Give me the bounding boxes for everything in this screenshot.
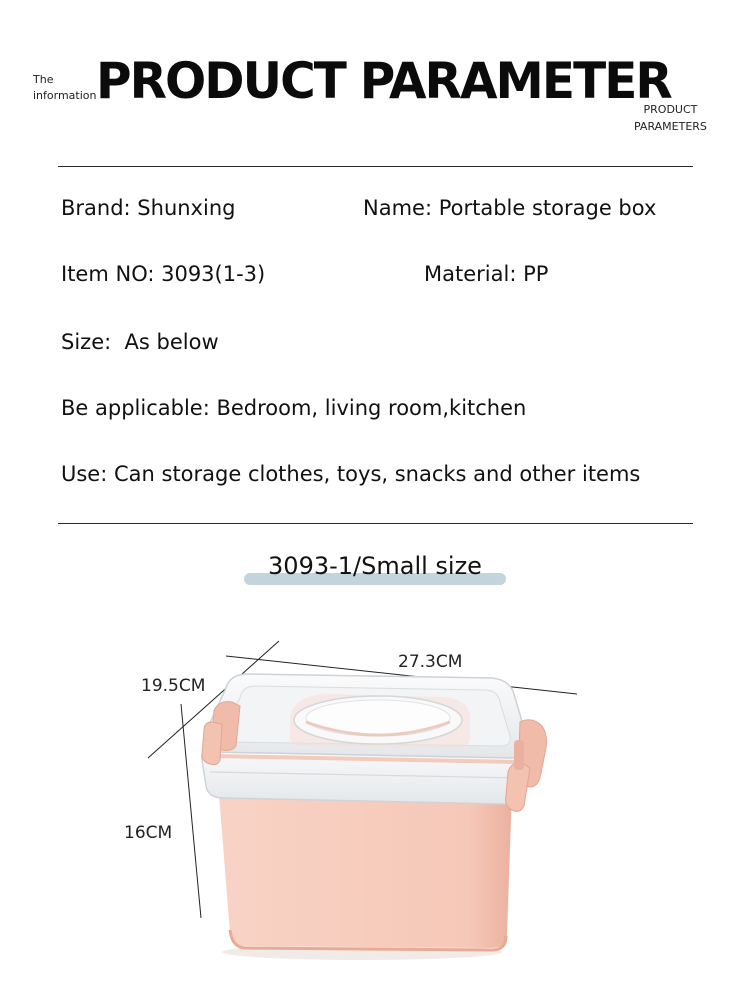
header-caption-right-line1: PRODUCT [643, 103, 698, 116]
page-title: PRODUCT PARAMETER [96, 52, 671, 110]
dimension-height-line [181, 704, 201, 918]
top-divider [58, 166, 693, 167]
size-title-wrap [0, 552, 750, 580]
param-brand: Brand: Shunxing [61, 196, 236, 220]
header-caption-left-line2: information [33, 89, 97, 102]
dimension-height-label: 16CM [124, 823, 173, 843]
dimension-width-label: 19.5CM [141, 676, 206, 696]
header-caption-left [33, 72, 97, 104]
bottom-divider [58, 523, 693, 524]
param-name: Name: Portable storage box [363, 196, 657, 220]
header-caption-left-line1: The [33, 73, 54, 86]
param-material: Material: PP [424, 262, 549, 286]
storage-box-illustration [0, 600, 750, 987]
param-item-no: Item NO: 3093(1-3) [61, 262, 266, 286]
param-applicable: Be applicable: Bedroom, living room,kitchen [61, 396, 527, 420]
param-use: Use: Can storage clothes, toys, snacks and other items [61, 462, 641, 486]
header-caption-right [634, 101, 707, 135]
dimension-length-label: 27.3CM [398, 652, 463, 672]
box-body [218, 782, 512, 948]
size-title: 3093-1/Small size [268, 552, 482, 580]
header-caption-right-line2: PARAMETERS [634, 120, 707, 133]
param-size: Size: As below [61, 330, 219, 354]
